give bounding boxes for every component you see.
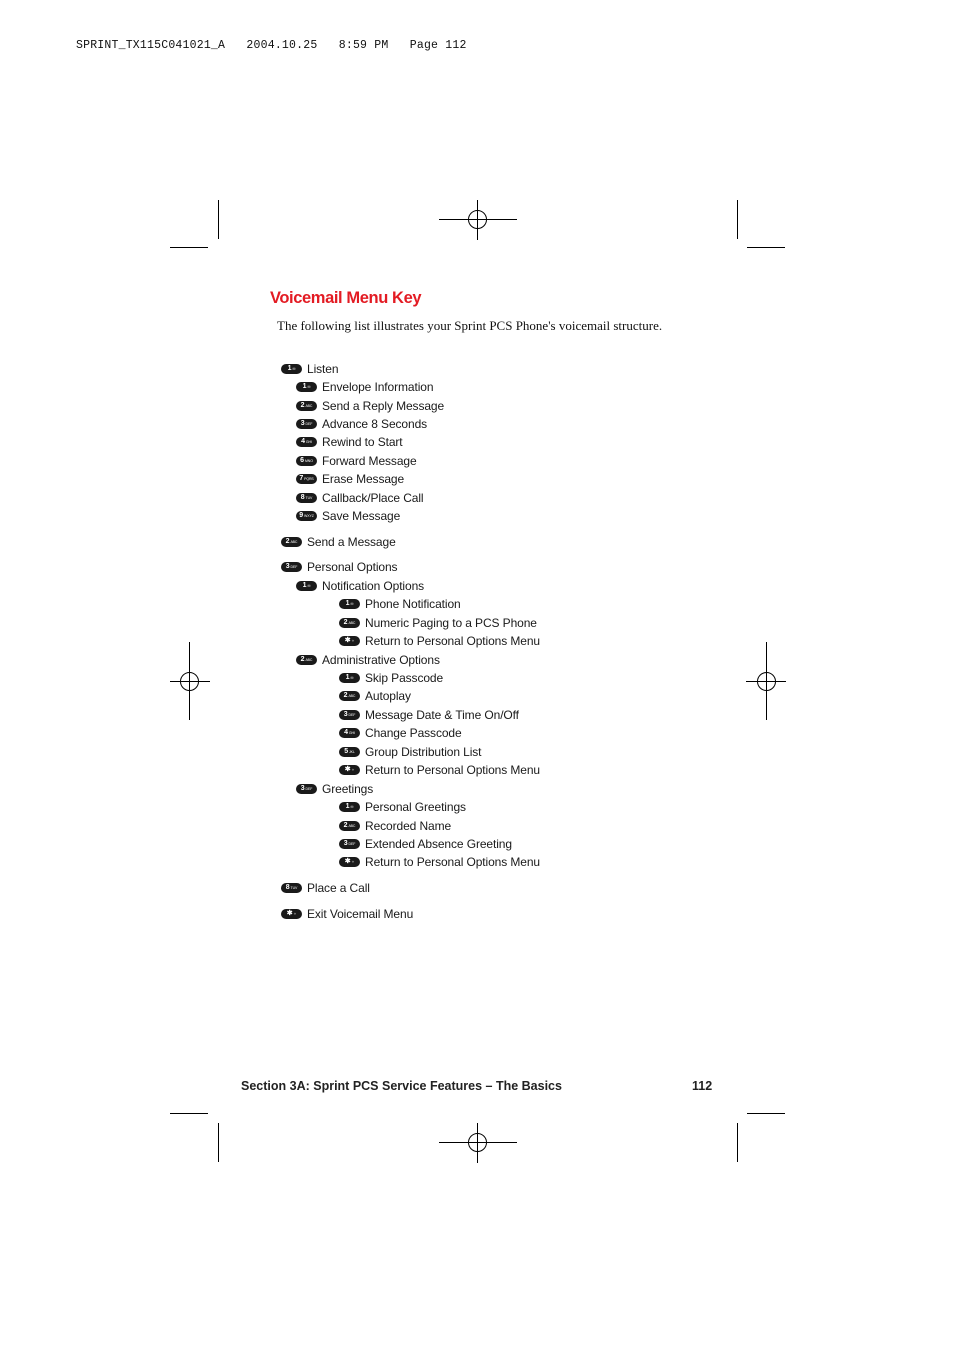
key-digit: 2 — [343, 822, 348, 829]
key-digit: 5 — [344, 748, 349, 755]
key-letters: ✧ — [351, 768, 355, 772]
menu-item-label: Numeric Paging to a PCS Phone — [365, 616, 537, 630]
menu-item-label: Group Distribution List — [365, 745, 482, 759]
registration-mark-icon — [170, 642, 210, 720]
key-digit: 1 — [287, 365, 292, 372]
key-letters: MNO — [304, 459, 313, 463]
key-letters: ✧ — [293, 912, 297, 916]
crop-mark — [218, 200, 219, 239]
menu-item-label: Envelope Information — [322, 380, 434, 394]
menu-item-label: Place a Call — [307, 881, 370, 895]
key-letters: DEF — [305, 422, 313, 426]
menu-item-label: Exit Voicemail Menu — [307, 907, 414, 921]
registration-mark-icon — [439, 200, 517, 240]
keypad-key-icon — [296, 581, 317, 591]
keypad-key-icon — [339, 636, 360, 646]
key-letters: ✧ — [351, 639, 355, 643]
key-digit: 9 — [299, 512, 304, 519]
keypad-key-icon — [296, 784, 317, 794]
key-digit: 3 — [285, 563, 290, 570]
keypad-key-icon — [296, 419, 317, 429]
menu-item — [296, 398, 444, 414]
menu-item-label: Send a Reply Message — [322, 399, 445, 413]
key-digit: 1 — [345, 674, 350, 681]
keypad-key-icon — [339, 839, 360, 849]
menu-item — [281, 534, 396, 550]
key-letters: ✉ — [350, 676, 354, 680]
menu-item-label: Advance 8 Seconds — [322, 417, 428, 431]
key-letters: WXYZ — [304, 514, 314, 518]
menu-item-label: Return to Personal Options Menu — [365, 763, 540, 777]
menu-item — [296, 453, 417, 469]
menu-item — [339, 670, 443, 686]
footer-section-title: Section 3A: Sprint PCS Service Features – The Basics — [241, 1079, 562, 1093]
menu-item — [339, 707, 519, 723]
keypad-key-icon — [296, 493, 317, 503]
keypad-key-icon — [296, 655, 317, 665]
menu-item — [296, 416, 427, 432]
menu-item-label: Notification Options — [322, 579, 425, 593]
menu-item-label: Personal Greetings — [365, 800, 466, 814]
key-digit: 2 — [300, 402, 305, 409]
key-digit: 2 — [300, 656, 305, 663]
key-letters: JKL — [349, 750, 355, 754]
keypad-key-icon — [339, 673, 360, 683]
menu-item — [339, 836, 512, 852]
menu-item — [296, 471, 404, 487]
key-letters: ✉ — [307, 584, 311, 588]
keypad-key-icon — [339, 599, 360, 609]
key-letters: ABC — [305, 658, 313, 662]
print-slug: SPRINT_TX115C041021_A 2004.10.25 8:59 PM Page 112 — [76, 39, 467, 52]
key-digit: 1 — [302, 383, 307, 390]
key-letters: GHI — [305, 440, 312, 444]
menu-item — [339, 818, 451, 834]
key-letters: ✉ — [292, 367, 296, 371]
menu-item-label: Recorded Name — [365, 819, 452, 833]
keypad-key-icon — [296, 437, 317, 447]
menu-item-label: Change Passcode — [365, 726, 462, 740]
menu-item — [281, 906, 413, 922]
menu-item-label: Rewind to Start — [322, 435, 403, 449]
menu-item — [296, 652, 440, 668]
page-title: Voicemail Menu Key — [270, 289, 422, 307]
menu-item — [339, 854, 540, 870]
key-digit: 2 — [343, 619, 348, 626]
menu-item-label: Administrative Options — [322, 653, 440, 667]
key-letters: GHI — [348, 731, 355, 735]
key-letters: ✉ — [307, 385, 311, 389]
crop-mark — [737, 1123, 738, 1162]
keypad-key-icon — [339, 857, 360, 867]
key-digit: 3 — [300, 420, 305, 427]
menu-item — [296, 578, 424, 594]
menu-item — [281, 361, 338, 377]
keypad-key-icon — [296, 456, 317, 466]
key-letters: ✉ — [350, 602, 354, 606]
key-digit: 1 — [345, 803, 350, 810]
key-letters: DEF — [305, 787, 313, 791]
keypad-key-icon — [339, 691, 360, 701]
key-digit: 1 — [345, 600, 350, 607]
key-letters: ✉ — [350, 805, 354, 809]
menu-item-label: Forward Message — [322, 454, 417, 468]
menu-item — [296, 434, 403, 450]
registration-mark-icon — [439, 1123, 517, 1163]
key-digit: 3 — [343, 711, 348, 718]
keypad-key-icon — [339, 618, 360, 628]
footer-page-number: 112 — [692, 1079, 713, 1093]
crop-mark — [170, 247, 208, 248]
key-digit: 8 — [285, 884, 290, 891]
keypad-key-icon — [281, 364, 302, 374]
menu-item — [339, 762, 540, 778]
menu-item-label: Message Date & Time On/Off — [365, 708, 519, 722]
keypad-key-icon — [339, 710, 360, 720]
menu-item-label: Listen — [307, 362, 339, 376]
menu-item-label: Extended Absence Greeting — [365, 837, 512, 851]
keypad-key-icon — [296, 382, 317, 392]
crop-mark — [747, 1113, 785, 1114]
keypad-key-icon — [296, 401, 317, 411]
crop-mark — [218, 1123, 219, 1162]
key-letters: DEF — [348, 713, 356, 717]
key-letters: TUV — [305, 496, 313, 500]
keypad-key-icon — [339, 821, 360, 831]
key-digit: ✱ — [344, 766, 351, 773]
menu-item — [296, 379, 433, 395]
menu-item-label: Phone Notification — [365, 597, 461, 611]
menu-item — [339, 725, 462, 741]
crop-mark — [737, 200, 738, 239]
key-digit: ✱ — [286, 910, 293, 917]
menu-item — [339, 633, 540, 649]
key-letters: ABC — [305, 404, 313, 408]
registration-mark-icon — [746, 642, 786, 720]
keypad-key-icon — [339, 802, 360, 812]
key-digit: 3 — [343, 840, 348, 847]
key-digit: 8 — [300, 494, 305, 501]
menu-item-label: Erase Message — [322, 472, 405, 486]
key-digit: 3 — [300, 785, 305, 792]
menu-item — [296, 781, 373, 797]
menu-item-label: Greetings — [322, 782, 374, 796]
menu-item — [296, 508, 400, 524]
key-digit: 6 — [300, 457, 304, 464]
key-letters: ✧ — [351, 860, 355, 864]
keypad-key-icon — [339, 765, 360, 775]
menu-item-label: Return to Personal Options Menu — [365, 855, 540, 869]
key-letters: ABC — [348, 824, 356, 828]
key-letters: TUV — [290, 886, 298, 890]
menu-item-label: Personal Options — [307, 560, 398, 574]
crop-mark — [747, 247, 785, 248]
menu-item — [339, 799, 466, 815]
menu-item — [339, 615, 537, 631]
key-digit: ✱ — [344, 858, 351, 865]
key-letters: PQRS — [304, 477, 314, 481]
keypad-key-icon — [281, 883, 302, 893]
key-letters: DEF — [290, 565, 298, 569]
menu-item-label: Send a Message — [307, 535, 396, 549]
keypad-key-icon — [296, 474, 317, 484]
menu-item-label: Save Message — [322, 509, 401, 523]
key-digit: 7 — [299, 475, 304, 482]
keypad-key-icon — [281, 562, 302, 572]
menu-item — [339, 744, 481, 760]
key-digit: ✱ — [344, 637, 351, 644]
intro-paragraph: The following list illustrates your Sprint PCS Phone's voicemail structure. — [277, 318, 663, 333]
crop-mark — [170, 1113, 208, 1114]
key-letters: ABC — [348, 621, 356, 625]
menu-item-label: Skip Passcode — [365, 671, 444, 685]
key-digit: 2 — [343, 692, 348, 699]
menu-item — [339, 596, 461, 612]
keypad-key-icon — [281, 909, 302, 919]
keypad-key-icon — [339, 728, 360, 738]
key-letters: ABC — [290, 540, 298, 544]
menu-item-label: Return to Personal Options Menu — [365, 634, 540, 648]
key-letters: ABC — [348, 694, 356, 698]
menu-item — [339, 688, 411, 704]
keypad-key-icon — [339, 747, 360, 757]
menu-item — [281, 880, 370, 896]
menu-item-label: Callback/Place Call — [322, 491, 424, 505]
menu-item-label: Autoplay — [365, 689, 411, 703]
keypad-key-icon — [296, 511, 317, 521]
key-digit: 4 — [344, 729, 348, 736]
key-digit: 4 — [301, 438, 305, 445]
menu-item — [281, 559, 397, 575]
menu-item — [296, 490, 423, 506]
key-letters: DEF — [348, 842, 356, 846]
key-digit: 1 — [302, 582, 307, 589]
key-digit: 2 — [285, 538, 290, 545]
keypad-key-icon — [281, 537, 302, 547]
